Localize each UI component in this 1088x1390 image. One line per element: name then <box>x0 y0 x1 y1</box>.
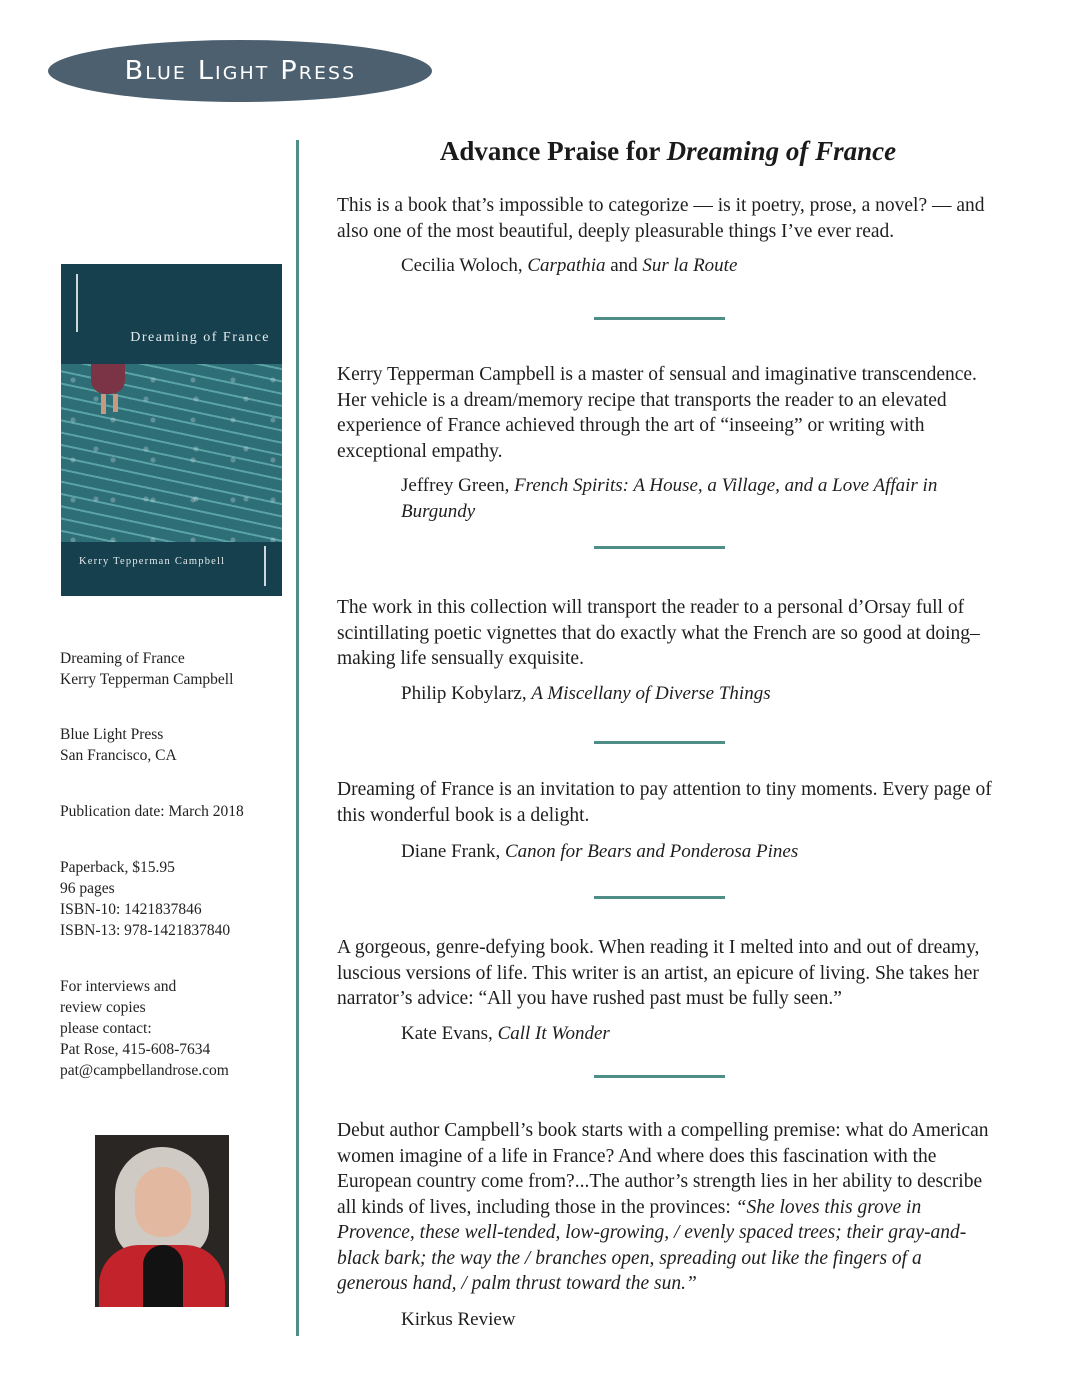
praise-attribution-3: Philip Kobylarz, A Miscellany of Diverse Things <box>401 683 771 704</box>
contact-email[interactable]: pat@campbellandrose.com <box>60 1062 229 1079</box>
sidebar-details: Paperback, $15.95 96 pages ISBN-10: 1421837846 ISBN-13: 978-1421837840 <box>60 859 231 939</box>
praise-attribution-4: Diane Frank, Canon for Bears and Ponderosa Pines <box>401 841 799 862</box>
praise-attribution-6: Kirkus Review <box>401 1309 516 1330</box>
section-rule <box>594 317 725 320</box>
sidebar-pubdate: Publication date: March 2018 <box>60 803 244 820</box>
praise-quote-4: Dreaming of France is an invitation to pay attention to tiny moments. Every page of this wonderful book is a delight. <box>337 779 992 826</box>
sidebar-publisher: Blue Light Press San Francisco, CA <box>60 726 177 764</box>
praise-quote-1: This is a book that’s impossible to categorize — is it poetry, prose, a novel? — and also one of the most beautiful, deeply pleasurable things I’ve ever read. <box>337 195 985 242</box>
publisher-logo-text: Blue Light Press <box>124 56 356 86</box>
praise-attribution-5: Kate Evans, Call It Wonder <box>401 1023 610 1044</box>
praise-quote-5: A gorgeous, genre-defying book. When reading it I melted into and out of dreamy, luscious versions of life. This writer is an artist, an epicure of living. She takes her narrator’s advice: “All you have rushed past must be fully seen.” <box>337 937 980 1009</box>
praise-quote-2: Kerry Tepperman Campbell is a master of sensual and imaginative transcendence. Her vehicle is a dream/memory recipe that transports the reader to an elevated experience of France achieved through the art of “inseeing” or writing with exceptional empathy. <box>337 364 977 462</box>
praise-quote-3: The work in this collection will transport the reader to a personal d’Orsay full of scintillating poetic vignettes that do exactly what the French are so good at doing– making life sensually exquisite. <box>337 597 980 669</box>
cover-figure-dress <box>91 364 125 394</box>
author-photo <box>95 1135 229 1307</box>
page-title-book: Dreaming of France <box>666 136 897 166</box>
section-rule <box>594 546 725 549</box>
sidebar-book-info: Dreaming of France Kerry Tepperman Campbell <box>60 650 234 688</box>
publisher-logo <box>48 40 432 102</box>
vertical-divider <box>296 140 299 1336</box>
cover-cobblestone-image <box>61 364 282 542</box>
book-cover <box>61 264 282 596</box>
cover-title: Dreaming of France <box>130 330 270 345</box>
praise-attribution-1: Cecilia Woloch, Carpathia and Sur la Route <box>401 255 738 276</box>
page-title: Advance Praise for Dreaming of France <box>439 136 897 166</box>
cover-author: Kerry Tepperman Campbell <box>79 556 226 567</box>
praise-attribution-2: Jeffrey Green, French Spirits: A House, a Village, and a Love Affair in Burgundy <box>401 475 938 522</box>
sidebar-contact: For interviews and review copies please contact: Pat Rose, 415-608-7634 pat@campbellandrose.com <box>60 976 290 1081</box>
praise-quote-6-excerpt: “She loves this grove in Provence, these well-tended, low-growing, / evenly spaced trees; their gray-and-black bark; the way the / branches open, spreading out like the fingers of a generous hand, / palm thrust toward the sun.” <box>337 1196 967 1294</box>
section-rule <box>594 741 725 744</box>
section-rule <box>594 1075 725 1078</box>
section-rule <box>594 896 725 899</box>
praise-quote-6: Debut author Campbell’s book starts with a compelling premise: what do American women imagine of a life in France? And where does this fascination with the European country come from?...The author’s strength lies in her ability to describe all kinds of lives, including those in the provinces: “She loves this grove in Provence, these well-tended, low-growing, / evenly spaced trees; their gray-and-black bark; the way the / branches open, spreading out like the fingers of a generous hand, / palm thrust toward the sun.” <box>337 1120 989 1294</box>
